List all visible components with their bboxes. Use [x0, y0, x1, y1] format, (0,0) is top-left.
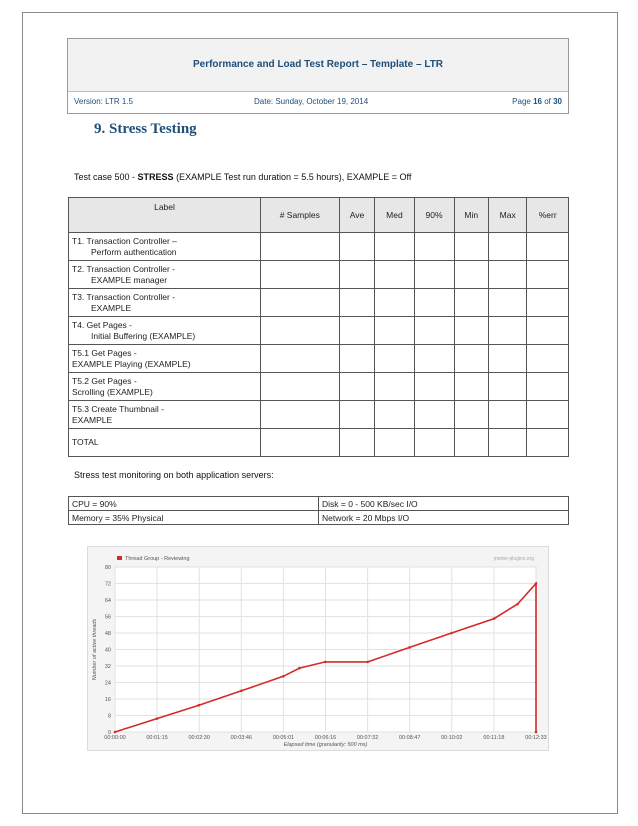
- col-err: %err: [527, 198, 569, 233]
- y-tick-label: 8: [107, 713, 111, 720]
- table-cell: [339, 345, 375, 373]
- table-cell: [261, 261, 340, 289]
- table-cell: [261, 401, 340, 429]
- legend-swatch: [117, 556, 122, 560]
- table-cell: [414, 429, 454, 457]
- row-label: [69, 345, 261, 373]
- col-ave: Ave: [339, 198, 375, 233]
- table-cell: [454, 345, 488, 373]
- row-label-line2: Perform authentication: [91, 246, 177, 257]
- table-cell: [489, 401, 527, 429]
- data-point: [240, 689, 243, 692]
- report-header: [67, 38, 569, 114]
- table-cell: [527, 429, 569, 457]
- row-label-line2: Scrolling (EXAMPLE): [72, 386, 153, 397]
- cpu-cell: CPU = 90%: [69, 497, 319, 511]
- table-row: [69, 497, 569, 511]
- monitoring-table: [68, 496, 569, 525]
- x-tick-label: 00:03:46: [230, 735, 253, 741]
- row-label: [69, 261, 261, 289]
- col-90: 90%: [414, 198, 454, 233]
- data-point: [156, 717, 159, 720]
- x-tick-label: 00:07:32: [356, 735, 379, 741]
- table-cell: [454, 373, 488, 401]
- data-point: [493, 617, 496, 620]
- x-tick-label: 00:06:16: [314, 735, 337, 741]
- table-cell: [339, 233, 375, 261]
- data-point: [198, 704, 201, 707]
- row-label: [69, 401, 261, 429]
- watermark-text: jmeter-plugins.org: [493, 556, 534, 562]
- y-tick-label: 80: [104, 565, 111, 571]
- row-label: [69, 233, 261, 261]
- row-label-line1: T5.1 Get Pages -: [72, 347, 137, 358]
- intro-prefix: Test case 500 -: [74, 172, 138, 182]
- table-cell: [375, 429, 414, 457]
- table-cell: [454, 429, 488, 457]
- memory-cell: Memory = 35% Physical: [69, 511, 319, 525]
- col-samples: # Samples: [261, 198, 340, 233]
- data-point: [282, 675, 285, 678]
- x-tick-label: 00:05:01: [272, 735, 295, 741]
- col-min: Min: [454, 198, 488, 233]
- table-cell: [489, 373, 527, 401]
- threads-chart: [87, 546, 549, 751]
- x-tick-label: 00:00:00: [104, 735, 126, 741]
- table-cell: [527, 233, 569, 261]
- table-row: [69, 373, 569, 401]
- table-cell: [339, 373, 375, 401]
- table-cell: [339, 429, 375, 457]
- table-cell: [527, 261, 569, 289]
- table-cell: [261, 429, 340, 457]
- header-divider: [68, 91, 568, 92]
- page-number: [512, 97, 562, 106]
- table-cell: [414, 401, 454, 429]
- table-cell: [489, 261, 527, 289]
- data-point: [366, 661, 369, 664]
- table-cell: [375, 233, 414, 261]
- row-label-line1: T3. Transaction Controller -: [72, 291, 175, 302]
- row-label-line1: T5.2 Get Pages -: [72, 375, 137, 386]
- row-label-line2: Initial Buffering (EXAMPLE): [91, 330, 196, 341]
- table-row-total: [69, 429, 569, 457]
- table-cell: [414, 345, 454, 373]
- page-mid: of: [541, 97, 554, 106]
- table-cell: [261, 233, 340, 261]
- x-tick-label: 00:02:30: [188, 735, 210, 741]
- row-label-line2: EXAMPLE manager: [91, 274, 168, 285]
- x-tick-label: 00:10:02: [441, 735, 463, 741]
- table-cell: [489, 317, 527, 345]
- table-row: [69, 233, 569, 261]
- col-label: Label: [69, 198, 261, 233]
- report-title: Performance and Load Test Report – Template – LTR: [192, 59, 444, 70]
- table-cell: [261, 345, 340, 373]
- monitoring-title: Stress test monitoring on both application servers:: [74, 470, 274, 480]
- table-row: [69, 289, 569, 317]
- table-cell: [339, 289, 375, 317]
- table-cell: [527, 289, 569, 317]
- table-cell: [339, 317, 375, 345]
- data-point: [535, 582, 538, 585]
- table-cell: [339, 401, 375, 429]
- table-cell: [454, 233, 488, 261]
- row-label-line1: T5.3 Create Thumbnail -: [72, 403, 164, 414]
- x-tick-label: 00:11:18: [483, 735, 505, 741]
- row-label-line2: EXAMPLE Playing (EXAMPLE): [72, 358, 191, 369]
- table-cell: [527, 345, 569, 373]
- y-tick-label: 16: [104, 697, 111, 703]
- page-total: 30: [553, 97, 562, 106]
- row-label-total: TOTAL: [69, 429, 261, 457]
- table-cell: [261, 317, 340, 345]
- page-current: 16: [533, 97, 542, 106]
- row-label-line1: T2. Transaction Controller -: [72, 263, 175, 274]
- table-row: [69, 261, 569, 289]
- row-label-line2: EXAMPLE: [72, 414, 113, 425]
- row-label: [69, 289, 261, 317]
- table-cell: [489, 289, 527, 317]
- y-tick-label: 64: [104, 598, 111, 604]
- table-cell: [489, 429, 527, 457]
- table-cell: [489, 345, 527, 373]
- y-tick-label: 0: [107, 730, 111, 736]
- table-cell: [261, 373, 340, 401]
- intro-suffix: (EXAMPLE Test run duration = 5.5 hours), EXAMPLE = Off: [173, 172, 412, 182]
- table-cell: [414, 289, 454, 317]
- section-title: 9. Stress Testing: [94, 121, 197, 137]
- data-point: [535, 731, 538, 734]
- table-cell: [375, 289, 414, 317]
- table-cell: [414, 261, 454, 289]
- x-tick-label: 00:08:47: [398, 735, 421, 741]
- y-axis-label: Number of active threads: [92, 618, 98, 681]
- table-cell: [454, 261, 488, 289]
- row-label: [69, 317, 261, 345]
- results-header-row: [69, 198, 569, 233]
- table-cell: [454, 401, 488, 429]
- data-point: [450, 632, 453, 635]
- date-text: Date: Sunday, October 19, 2014: [254, 97, 369, 106]
- data-point: [408, 646, 411, 649]
- data-point: [324, 661, 327, 664]
- disk-cell: Disk = 0 - 500 KB/sec I/O: [319, 497, 569, 511]
- intro-bold: STRESS: [137, 172, 174, 182]
- table-cell: [454, 317, 488, 345]
- y-tick-label: 40: [104, 647, 111, 654]
- table-row: [69, 345, 569, 373]
- x-axis-label: Elapsed time (granularity: 500 ms): [283, 742, 368, 748]
- results-table: [68, 197, 569, 457]
- table-cell: [375, 401, 414, 429]
- col-max: Max: [489, 198, 527, 233]
- table-cell: [375, 373, 414, 401]
- page-prefix: Page: [512, 97, 534, 106]
- data-point: [298, 667, 301, 670]
- table-cell: [454, 289, 488, 317]
- y-tick-label: 72: [104, 581, 111, 588]
- threads-chart-svg: [88, 547, 550, 752]
- row-label-line2: EXAMPLE: [91, 302, 132, 313]
- x-tick-label: 00:12:33: [525, 735, 547, 741]
- y-tick-label: 24: [104, 680, 111, 687]
- legend-label: Thread Group - Reviewing: [125, 556, 190, 562]
- row-label: [69, 373, 261, 401]
- row-label-line1: T1. Transaction Controller –: [72, 235, 177, 246]
- table-cell: [489, 233, 527, 261]
- table-row: [69, 317, 569, 345]
- data-point: [114, 731, 117, 734]
- x-tick-label: 00:01:15: [146, 735, 168, 741]
- table-cell: [339, 261, 375, 289]
- table-cell: [414, 233, 454, 261]
- version-text: Version: LTR 1.5: [74, 97, 133, 106]
- y-tick-label: 56: [104, 614, 111, 621]
- row-label-line1: T4. Get Pages -: [72, 319, 132, 330]
- table-cell: [527, 401, 569, 429]
- table-cell: [527, 373, 569, 401]
- data-point: [516, 603, 519, 606]
- test-case-intro: [74, 172, 411, 182]
- network-cell: Network = 20 Mbps I/O: [319, 511, 569, 525]
- y-tick-label: 32: [104, 664, 111, 670]
- table-cell: [375, 317, 414, 345]
- col-med: Med: [375, 198, 414, 233]
- table-cell: [375, 345, 414, 373]
- table-row: [69, 401, 569, 429]
- y-tick-label: 48: [104, 631, 111, 637]
- table-cell: [414, 317, 454, 345]
- table-cell: [375, 261, 414, 289]
- table-cell: [414, 373, 454, 401]
- table-row: [69, 511, 569, 525]
- table-cell: [527, 317, 569, 345]
- table-cell: [261, 289, 340, 317]
